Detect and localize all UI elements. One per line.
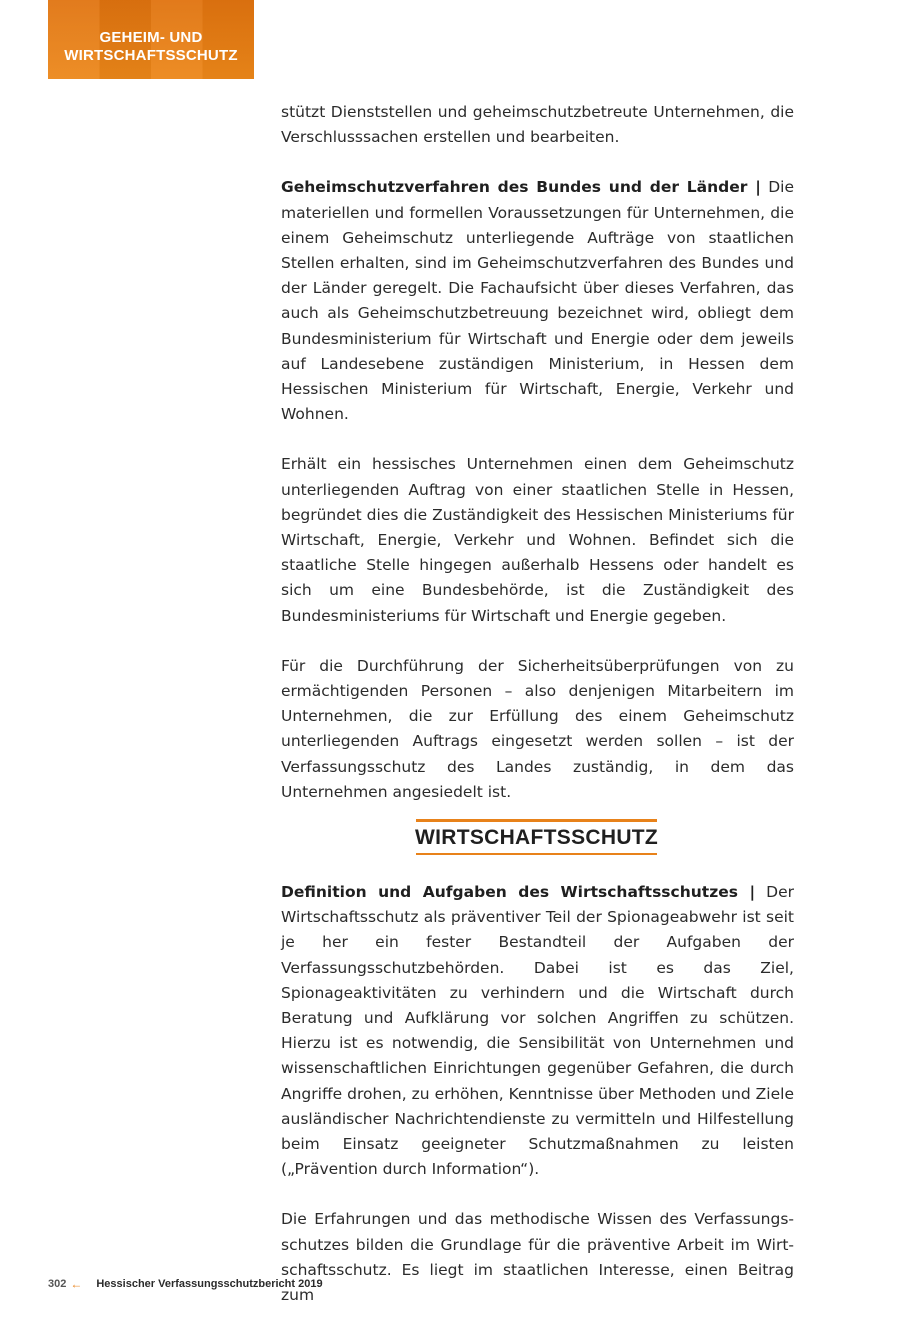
chapter-title-line1: GEHEIM- UND <box>99 29 203 46</box>
paragraph-lead: Geheimschutzverfahren des Bundes und der Länder | <box>281 178 761 197</box>
chapter-title-line2: WIRTSCHAFTSSCHUTZ <box>64 47 238 64</box>
body-text-section2 <box>281 880 794 1333</box>
paragraph-text: stützt Dienststellen und geheimschutzbetreute Unternehmen, die Verschlusssachen erstellen und bearbeiten. <box>281 103 794 147</box>
paragraph <box>281 880 794 1182</box>
chapter-tab <box>48 0 254 79</box>
paragraph <box>281 1207 794 1308</box>
page-number: 302 <box>48 1278 67 1290</box>
paragraph <box>281 654 794 805</box>
section-heading-text: WIRTSCHAFTSSCHUTZ <box>414 825 659 849</box>
arrow-left-icon: ← <box>70 1277 83 1291</box>
page-footer <box>48 1277 323 1291</box>
paragraph-text: Die Erfahrungen und das methodische Wissen des Verfassungsschutzes bilden die Grundlage für die präventive Arbeit im Wirtschaftsschutz. Es liegt im staatlichen Interesse, einen Beitrag zum <box>281 1210 794 1305</box>
section-heading <box>416 819 657 855</box>
body-text-section1 <box>281 100 794 830</box>
paragraph-text: Für die Durchführung der Sicherheitsüberprüfungen von zu ermächtigenden Personen – also denjenigen Mitarbeitern im Unternehmen, die zur Erfüllung des einem Geheimschutz unterliegenden Auftrags eingesetzt werden sollen – ist der Verfassungsschutz des Landes zuständig, in dem das Unternehmen angesiedelt ist. <box>281 656 794 801</box>
report-title: Hessischer Verfassungsschutzbericht 2019 <box>96 1278 323 1290</box>
paragraph <box>281 175 794 427</box>
paragraph <box>281 100 794 150</box>
paragraph <box>281 452 794 628</box>
paragraph-text: Die materiellen und formellen Voraussetzungen für Unternehmen, die einem Geheimschutz unterliegende Aufträge von staatlichen Stellen erhalten, sind im Geheimschutzverfahren des Bundes und der Länder geregelt. Die Fachaufsicht über dieses Verfahren, das auch als Geheimschutzbetreuung bezeichnet wird, obliegt dem Bundesministerium für Wirtschaft und Energie oder dem jeweils auf Landesebene zuständigen Ministerium, in Hessen dem Hessischen Ministerium für Wirtschaft, Energie, Verkehr und Wohnen. <box>281 178 794 424</box>
paragraph-text: Der Wirtschaftsschutz als präventiver Teil der Spionageabwehr ist seit je her ein fester Bestandteil der Aufgaben der Verfassungsschutzbehörden. Dabei ist es das Ziel, Spionageaktivitäten zu verhindern und die Wirtschaft durch Beratung und Aufklärung vor solchen Angriffen zu schützen. Hierzu ist es notwendig, die Sensibilität von Unternehmen und wissenschaftlichen Einrichtungen gegenüber Gefahren, die durch Angriffe drohen, zu erhöhen, Kenntnisse über Methoden und Ziele ausländischer Nachrichtendienste zu vermitteln und Hilfestellung beim Einsatz geeigneter Schutzmaßnahmen zu leisten („Prävention durch Information“). <box>281 883 794 1179</box>
paragraph-lead: Definition und Aufgaben des Wirtschaftsschutzes | <box>281 883 756 901</box>
paragraph-text: Erhält ein hessisches Unternehmen einen dem Geheimschutz unterliegenden Auftrag von einer staatlichen Stelle in Hessen, begründet dies die Zuständigkeit des Hessischen Ministeriums für Wirtschaft, Energie, Verkehr und Wohnen. Befindet sich die staatliche Stelle hingegen außerhalb Hessens oder handelt es sich um eine Bundesbehörde, ist die Zuständigkeit des Bundesministeriums für Wirtschaft und Energie gegeben. <box>281 455 794 625</box>
